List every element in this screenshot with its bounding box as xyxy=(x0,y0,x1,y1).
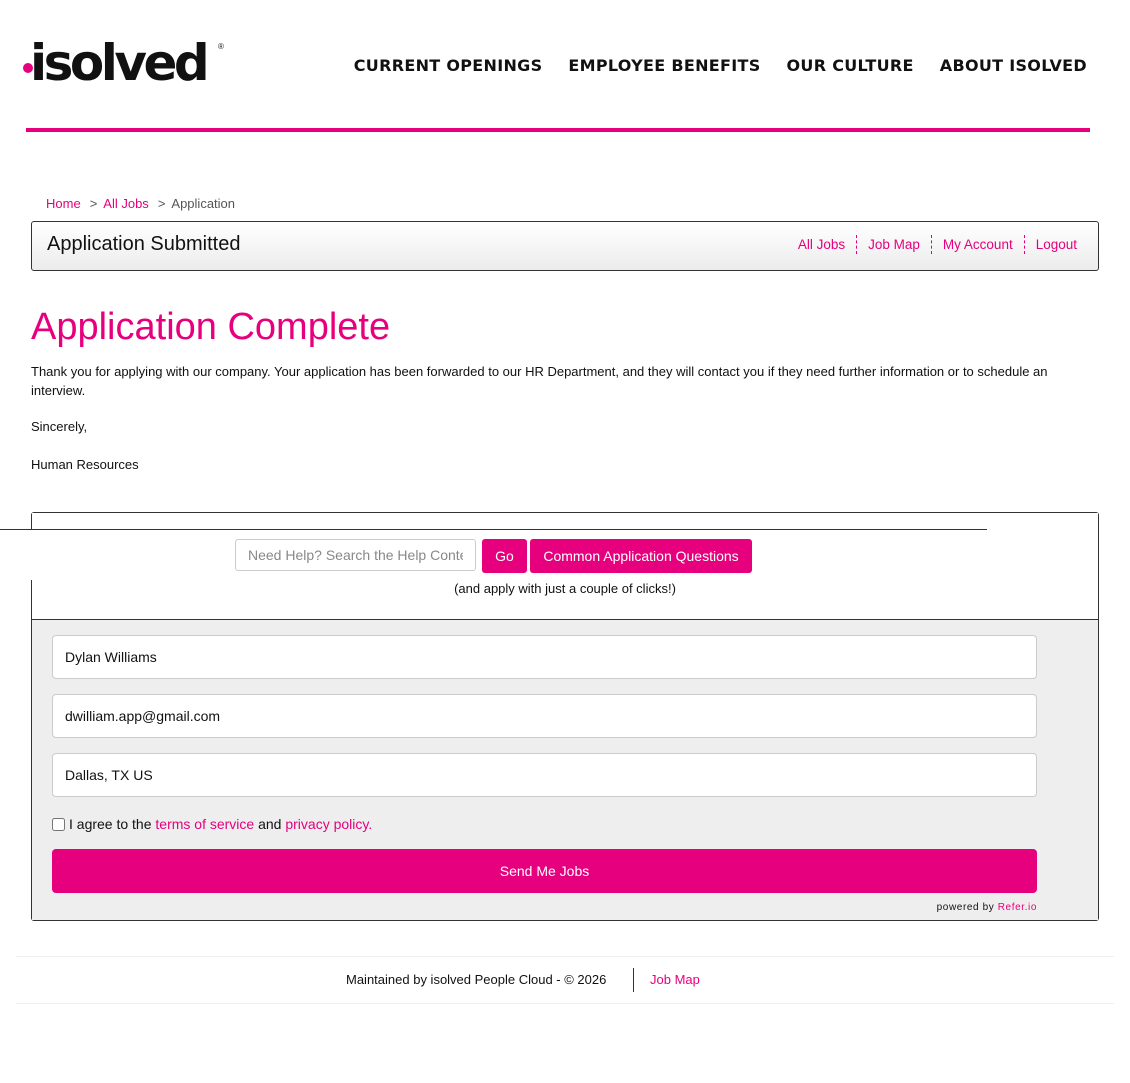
nav-about-isolved[interactable]: ABOUT ISOLVED xyxy=(939,56,1087,75)
completion-message: Thank you for applying with our company. Your application has been forwarded to our HR Department, and they will contact you if they need further information or to schedule an interview. xyxy=(31,364,1048,398)
send-me-jobs-button[interactable]: Send Me Jobs xyxy=(52,849,1037,893)
link-job-map[interactable]: Job Map xyxy=(856,235,931,254)
agree-and: and xyxy=(258,816,282,832)
logo-text: isolved xyxy=(30,34,207,92)
breadcrumb-all-jobs[interactable]: All Jobs xyxy=(103,196,149,211)
job-alert-tagline: (and apply with just a couple of clicks!) xyxy=(454,581,676,596)
name-field[interactable] xyxy=(52,635,1037,679)
nav-current-openings[interactable]: CURRENT OPENINGS xyxy=(353,56,543,75)
nav-our-culture[interactable]: OUR CULTURE xyxy=(786,56,914,75)
footer-maintained-text: Maintained by isolved People Cloud - © 2026 xyxy=(346,972,607,987)
help-bar-divider xyxy=(0,529,987,530)
job-alert-panel xyxy=(31,512,1099,921)
privacy-policy-link[interactable]: privacy policy. xyxy=(285,816,373,832)
link-all-jobs[interactable]: All Jobs xyxy=(797,237,846,252)
powered-prefix: powered by xyxy=(936,902,995,913)
logo-registered-mark: ® xyxy=(218,42,224,51)
terms-agreement xyxy=(52,816,372,832)
refer-io-link[interactable]: Refer.io xyxy=(997,902,1037,913)
help-search-input[interactable] xyxy=(235,539,476,571)
page-title-bar xyxy=(31,221,1099,271)
breadcrumb-separator: > xyxy=(157,196,166,211)
footer-job-map-link[interactable]: Job Map xyxy=(650,972,700,987)
help-go-button[interactable]: Go xyxy=(482,539,527,573)
job-alert-form xyxy=(32,620,1098,920)
footer-divider xyxy=(633,968,634,992)
breadcrumb-separator: > xyxy=(89,196,98,211)
common-questions-button[interactable]: Common Application Questions xyxy=(530,539,752,573)
breadcrumb-home[interactable]: Home xyxy=(46,196,81,211)
main-nav xyxy=(354,56,1087,75)
link-my-account[interactable]: My Account xyxy=(931,235,1024,254)
location-field[interactable] xyxy=(52,753,1037,797)
isolved-logo[interactable] xyxy=(22,34,227,92)
page-title: Application Submitted xyxy=(47,233,241,255)
header-divider xyxy=(26,128,1090,132)
link-logout[interactable]: Logout xyxy=(1024,235,1088,254)
nav-employee-benefits[interactable]: EMPLOYEE BENEFITS xyxy=(568,56,761,75)
footer xyxy=(16,956,1114,1004)
breadcrumb xyxy=(46,196,235,211)
signature-text: Human Resources xyxy=(31,457,139,472)
help-bar-overlay xyxy=(0,530,32,580)
powered-by xyxy=(937,902,1037,913)
email-field[interactable] xyxy=(52,694,1037,738)
breadcrumb-current: Application xyxy=(171,196,236,211)
terms-of-service-link[interactable]: terms of service xyxy=(155,816,255,832)
account-links xyxy=(787,235,1088,254)
terms-checkbox[interactable] xyxy=(52,818,65,831)
agree-prefix: I agree to the xyxy=(69,816,152,832)
completion-heading: Application Complete xyxy=(31,306,391,348)
closing-text: Sincerely, xyxy=(31,419,88,434)
